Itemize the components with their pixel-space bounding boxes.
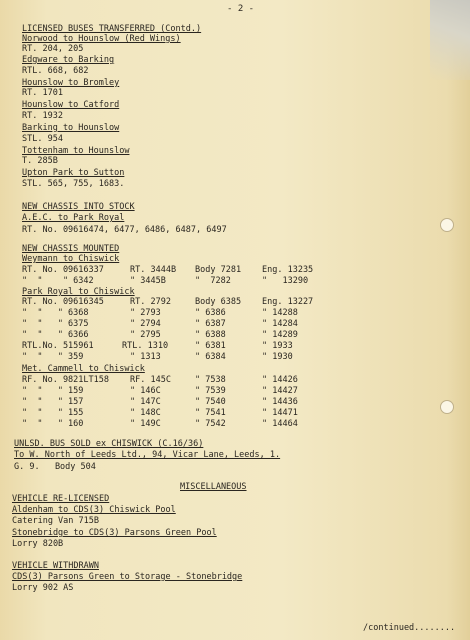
fleet-cell: RT. 2792 <box>130 297 171 307</box>
engine-cell: " 14471 <box>262 408 298 418</box>
body-cell: " 6384 <box>195 352 226 362</box>
body-cell: " 7538 <box>195 375 226 385</box>
vehicle-line: RT. 1701 <box>22 88 63 98</box>
fleet-cell: " 147C <box>130 397 161 407</box>
engine-cell: " 13290 <box>262 276 309 286</box>
chassis-cell: RT. No. 09616337 <box>22 265 104 275</box>
engine-cell: " 1933 <box>262 341 293 351</box>
chassis-cell: " " " 6375 <box>22 319 89 329</box>
engine-cell: " 14436 <box>262 397 298 407</box>
body-cell: " 6387 <box>195 319 226 329</box>
vehicle-line: STL. 565, 755, 1683. <box>22 179 125 189</box>
route-title: CDS(3) Parsons Green to Storage - Stonebridge <box>12 572 243 582</box>
fleet-cell: RT. 3444B <box>130 265 177 275</box>
engine-cell: Eng. 13235 <box>262 265 314 275</box>
engine-cell: " 14288 <box>262 308 298 318</box>
engine-cell: " 1930 <box>262 352 293 362</box>
vehicle-line: T. 285B <box>22 156 58 166</box>
vehicle-line: RTL. 668, 682 <box>22 66 89 76</box>
route-title: To W. North of Leeds Ltd., 94, Vicar Lane, Leeds, 1. <box>14 450 281 460</box>
body-cell: Body 7281 <box>195 265 242 275</box>
chassis-cell: RF. No. 9821LT158 <box>22 375 109 385</box>
engine-cell: " 14426 <box>262 375 298 385</box>
engine-cell: " 14464 <box>262 419 298 429</box>
vehicle-line: Lorry 820B <box>12 539 64 549</box>
page-number: - 2 - <box>227 4 255 14</box>
route-title: Norwood to Hounslow (Red Wings) <box>22 34 181 44</box>
vehicle-line: RT. No. 09616474, 6477, 6486, 6487, 6497 <box>22 225 227 235</box>
chassis-cell: " " " 160 <box>22 419 84 429</box>
body-cell: " 6386 <box>195 308 226 318</box>
chassis-cell: " " " 157 <box>22 397 84 407</box>
fleet-cell: " 2795 <box>130 330 161 340</box>
route-title: Upton Park to Sutton <box>22 168 125 178</box>
route-title: Barking to Hounslow <box>22 123 120 133</box>
chassis-cell: RTL.No. 515961 <box>22 341 94 351</box>
route-title: Weymann to Chiswick <box>22 254 120 264</box>
fleet-cell: " 149C <box>130 419 161 429</box>
chassis-cell: RT. No. 09616345 <box>22 297 104 307</box>
section-heading: LICENSED BUSES TRANSFERRED (Contd.) <box>22 24 202 34</box>
body-cell: " 7541 <box>195 408 226 418</box>
fleet-cell: " 148C <box>130 408 161 418</box>
route-title: Met. Cammell to Chiswick <box>22 364 145 374</box>
section-heading: NEW CHASSIS INTO STOCK <box>22 202 135 212</box>
section-heading: VEHICLE RE-LICENSED <box>12 494 110 504</box>
fleet-cell: " 1313 <box>130 352 161 362</box>
route-title: Tottenham to Hounslow <box>22 146 130 156</box>
chassis-cell: " " " 159 <box>22 386 84 396</box>
fleet-cell: RF. 145C <box>130 375 171 385</box>
vehicle-line: Lorry 902 AS <box>12 583 74 593</box>
fleet-cell: " 3445B <box>130 276 166 286</box>
continued-note: /continued........ <box>363 623 456 633</box>
chassis-cell: " " " 6368 <box>22 308 89 318</box>
route-title: Hounslow to Catford <box>22 100 120 110</box>
route-title: Aldenham to CDS(3) Chiswick Pool <box>12 505 176 515</box>
section-heading: VEHICLE WITHDRAWN <box>12 561 99 571</box>
section-heading: NEW CHASSIS MOUNTED <box>22 244 120 254</box>
route-title: Park Royal to Chiswick <box>22 287 135 297</box>
fleet-cell: " 2793 <box>130 308 161 318</box>
vehicle-line: RT. 204, 205 <box>22 44 84 54</box>
chassis-cell: " " " 359 <box>22 352 84 362</box>
body-cell: " 7282 <box>195 276 231 286</box>
vehicle-line: STL. 954 <box>22 134 63 144</box>
engine-cell: Eng. 13227 <box>262 297 314 307</box>
route-title: A.E.C. to Park Royal <box>22 213 125 223</box>
section-heading: MISCELLANEOUS <box>180 482 247 492</box>
vehicle-line: Catering Van 715B <box>12 516 99 526</box>
fleet-cell: " 146C <box>130 386 161 396</box>
fleet-cell: " 2794 <box>130 319 161 329</box>
body-cell: " 7540 <box>195 397 226 407</box>
engine-cell: " 14427 <box>262 386 298 396</box>
body-cell: " 6388 <box>195 330 226 340</box>
vehicle-line: G. 9. Body 504 <box>14 462 96 472</box>
route-title: Edgware to Barking <box>22 55 115 65</box>
body-cell: " 7542 <box>195 419 226 429</box>
route-title: Stonebridge to CDS(3) Parsons Green Pool <box>12 528 217 538</box>
chassis-cell: " " " 6366 <box>22 330 89 340</box>
vehicle-line: RT. 1932 <box>22 111 63 121</box>
body-cell: " 6381 <box>195 341 226 351</box>
body-cell: Body 6385 <box>195 297 242 307</box>
engine-cell: " 14289 <box>262 330 298 340</box>
chassis-cell: " " " 155 <box>22 408 84 418</box>
body-cell: " 7539 <box>195 386 226 396</box>
fleet-cell: RTL. 1310 <box>122 341 169 351</box>
route-title: Hounslow to Bromley <box>22 78 120 88</box>
chassis-cell: " " " 6342 <box>22 276 94 286</box>
engine-cell: " 14284 <box>262 319 298 329</box>
section-heading: UNLSD. BUS SOLD ex CHISWICK (C.16/36) <box>14 439 204 449</box>
